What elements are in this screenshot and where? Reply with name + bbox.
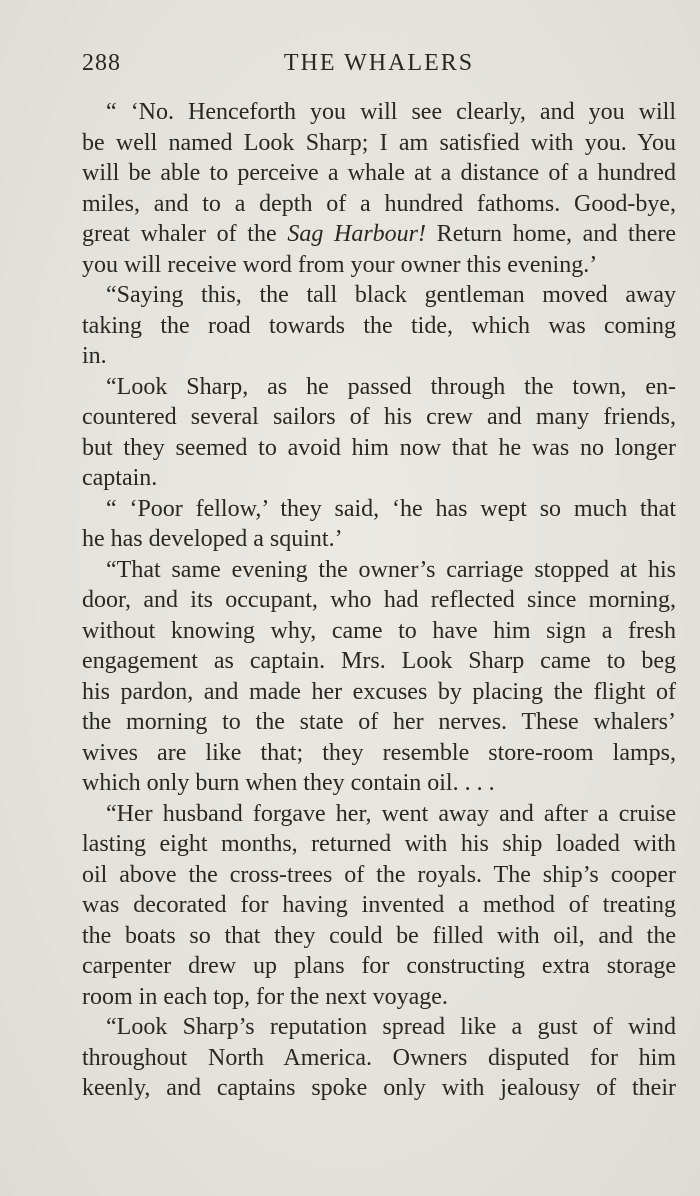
text-line: countered several sailors of his crew and many friends, <box>82 404 676 430</box>
text-line: throughout North America. Owners disputed for him <box>82 1044 676 1071</box>
text-segment: Return home, and there <box>426 221 676 247</box>
text-line: captain. <box>82 465 158 491</box>
text-line: oil above the cross-trees of the royals. The ship’s cooper <box>82 861 676 888</box>
text-line: be well named Look Sharp; I am satisfied with you. You <box>82 129 676 156</box>
text-line: keenly, and captains spoke only with jealousy of their <box>82 1075 676 1101</box>
text-line: the morning to the state of her nerves. These whalers’ <box>82 709 676 735</box>
text-line: engagement as captain. Mrs. Look Sharp came to beg <box>82 648 676 674</box>
text-line: “ ‘No. Henceforth you will see clearly, and you will <box>106 99 676 125</box>
text-line: “Look Sharp’s reputation spread like a gust of wind <box>106 1014 676 1040</box>
ship-name: Sag Harbour! <box>287 221 426 247</box>
text-line: he has developed a squint.’ <box>82 526 343 552</box>
text-line: lasting eight months, returned with his ship loaded with <box>82 831 676 857</box>
text-line: without knowing why, came to have him sign a fresh <box>82 617 676 644</box>
text-line: “ ‘Poor fellow,’ they said, ‘he has wept so much that <box>106 495 676 522</box>
text-line: “Saying this, the tall black gentleman moved away <box>106 282 676 308</box>
text-line: taking the road towards the tide, which was coming <box>82 312 676 339</box>
text-line: you will receive word from your owner this evening.’ <box>82 251 598 278</box>
text-line: will be able to perceive a whale at a distance of a hundred <box>82 160 676 186</box>
text-line: carpenter drew up plans for constructing extra storage <box>82 953 676 979</box>
text-line: “Her husband forgave her, went away and after a cruise <box>106 800 676 827</box>
text-line: the boats so that they could be filled with oil, and the <box>82 922 676 949</box>
text-segment: great whaler of the <box>82 221 288 247</box>
running-head: THE WHALERS <box>283 50 475 76</box>
text-line: room in each top, for the next voyage. <box>82 983 448 1010</box>
text-line: his pardon, and made her excuses by placing the flight of <box>82 678 676 705</box>
text-line: which only burn when they contain oil. . . . <box>82 770 495 796</box>
text-line: but they seemed to avoid him now that he was no longer <box>82 434 676 461</box>
text-line: “That same evening the owner’s carriage stopped at his <box>106 556 676 583</box>
text-line: “Look Sharp, as he passed through the town, en- <box>106 373 676 400</box>
text-line <box>82 219 676 250</box>
page-header <box>82 50 676 84</box>
body-text <box>82 97 676 1104</box>
text-line: miles, and to a depth of a hundred fathoms. Good-bye, <box>82 190 676 217</box>
text-line: in. <box>82 343 107 369</box>
text-line: was decorated for having invented a method of treating <box>82 892 676 918</box>
page-number: 288 <box>82 50 121 76</box>
text-line: wives are like that; they resemble store-room lamps, <box>82 739 676 766</box>
text-line: door, and its occupant, who had reflected since morning, <box>82 587 676 613</box>
